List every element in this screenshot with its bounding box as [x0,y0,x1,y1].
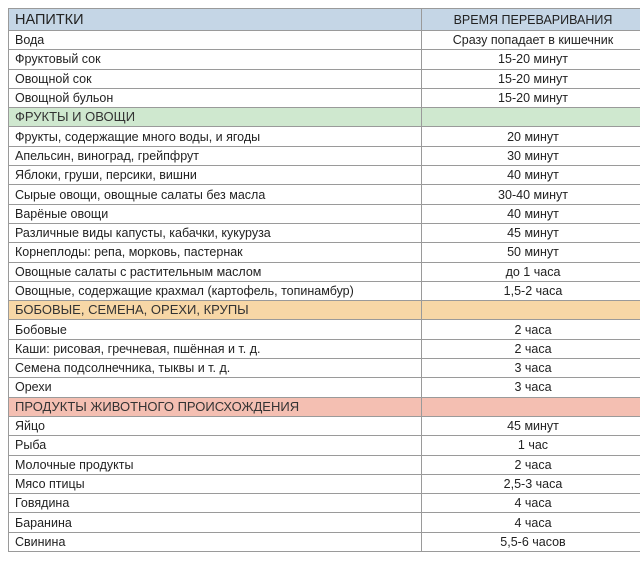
digestion-time: 30-40 минут [422,185,640,204]
digestion-time: 40 минут [422,166,640,185]
food-name: Различные виды капусты, кабачки, кукуруза [9,223,422,242]
digestion-time: 3 часа [422,378,640,397]
digestion-time: Сразу попадает в кишечник [422,31,640,50]
food-name: Семена подсолнечника, тыквы и т. д. [9,359,422,378]
table-row [9,455,640,474]
digestion-time: 40 минут [422,204,640,223]
section-empty-cell [422,397,640,416]
digestion-time: 2,5-3 часа [422,474,640,493]
food-name: Орехи [9,378,422,397]
food-name: Вода [9,31,422,50]
digestion-time: 4 часа [422,513,640,532]
table-row [9,185,640,204]
table-row [9,223,640,242]
digestion-time: 45 минут [422,416,640,435]
digestion-time: 50 минут [422,243,640,262]
digestion-time: 45 минут [422,223,640,242]
table-header-row [9,9,640,31]
food-name: Овощной сок [9,69,422,88]
table-row [9,88,640,107]
food-name: Овощной бульон [9,88,422,107]
food-name: Свинина [9,532,422,551]
section-header-beans [9,301,640,320]
table-row [9,69,640,88]
food-name: Сырые овощи, овощные салаты без масла [9,185,422,204]
table-row [9,281,640,300]
digestion-time: 2 часа [422,339,640,358]
table-row [9,166,640,185]
table-row [9,339,640,358]
digestion-time: 2 часа [422,320,640,339]
digestion-time-table [8,8,640,552]
digestion-time: до 1 часа [422,262,640,281]
food-name: Апельсин, виноград, грейпфрут [9,146,422,165]
table-row [9,416,640,435]
digestion-time: 15-20 минут [422,88,640,107]
digestion-time: 20 минут [422,127,640,146]
section-empty-cell [422,301,640,320]
table-row [9,532,640,551]
food-name: Рыба [9,436,422,455]
digestion-time: 15-20 минут [422,50,640,69]
food-name: Яйцо [9,416,422,435]
digestion-time: 5,5-6 часов [422,532,640,551]
digestion-time: 2 часа [422,455,640,474]
table-row [9,436,640,455]
table-row [9,474,640,493]
table-row [9,262,640,281]
digestion-time: 1 час [422,436,640,455]
section-title: БОБОВЫЕ, СЕМЕНА, ОРЕХИ, КРУПЫ [9,301,422,320]
food-name: Варёные овощи [9,204,422,223]
table-row [9,146,640,165]
table-row [9,513,640,532]
section-header-animal [9,397,640,416]
digestion-time: 1,5-2 часа [422,281,640,300]
food-name: Говядина [9,494,422,513]
food-name: Корнеплоды: репа, морковь, пастернак [9,243,422,262]
digestion-table-container [8,8,630,552]
table-row [9,204,640,223]
table-row [9,320,640,339]
table-row [9,359,640,378]
food-name: Молочные продукты [9,455,422,474]
food-name: Баранина [9,513,422,532]
section-title: ФРУКТЫ И ОВОЩИ [9,108,422,127]
digestion-time: 15-20 минут [422,69,640,88]
food-name: Фруктовый сок [9,50,422,69]
header-digestion-time: ВРЕМЯ ПЕРЕВАРИВАНИЯ [422,9,640,31]
table-row [9,243,640,262]
food-name: Мясо птицы [9,474,422,493]
header-drinks: НАПИТКИ [9,9,422,31]
food-name: Овощные, содержащие крахмал (картофель, топинамбур) [9,281,422,300]
food-name: Фрукты, содержащие много воды, и ягоды [9,127,422,146]
food-name: Бобовые [9,320,422,339]
digestion-time: 4 часа [422,494,640,513]
food-name: Овощные салаты с растительным маслом [9,262,422,281]
table-row [9,127,640,146]
section-title: ПРОДУКТЫ ЖИВОТНОГО ПРОИСХОЖДЕНИЯ [9,397,422,416]
table-row [9,31,640,50]
food-name: Каши: рисовая, гречневая, пшённая и т. д. [9,339,422,358]
table-row [9,50,640,69]
digestion-time: 3 часа [422,359,640,378]
food-name: Яблоки, груши, персики, вишни [9,166,422,185]
table-row [9,494,640,513]
table-row [9,378,640,397]
section-empty-cell [422,108,640,127]
digestion-time: 30 минут [422,146,640,165]
section-header-fruits [9,108,640,127]
